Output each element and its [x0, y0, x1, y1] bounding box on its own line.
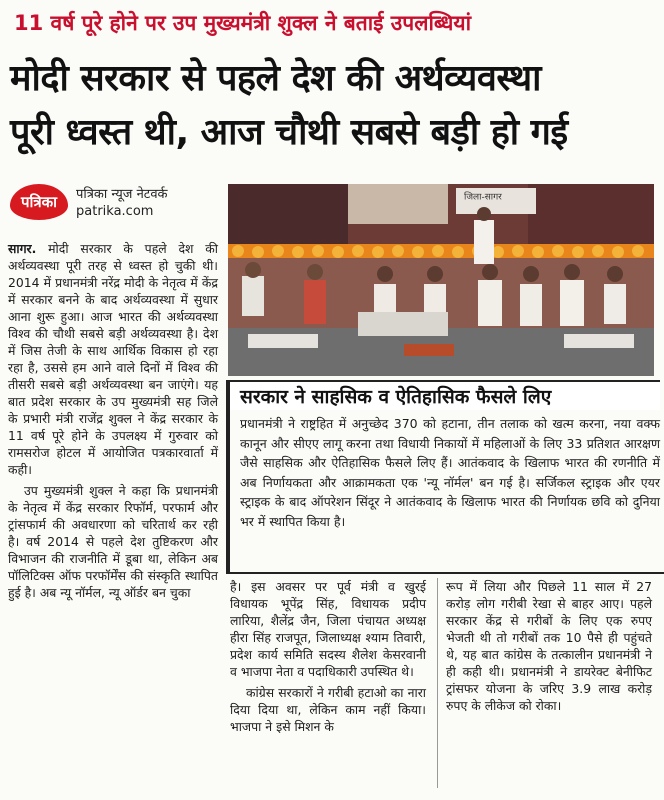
highlight-box-heading: सरकार ने साहसिक व ऐतिहासिक फैसले लिए — [240, 386, 552, 408]
byline — [10, 184, 222, 234]
column-divider — [437, 578, 438, 788]
column-1-paragraph-1 — [8, 240, 218, 478]
headline-line-1: मोदी सरकार से पहले देश की अर्थव्यवस्था — [10, 58, 541, 99]
headline-line-2: पूरी ध्वस्त थी, आज चौथी सबसे बड़ी हो गई — [10, 112, 568, 153]
banner-text: जिला-सागर — [464, 192, 502, 203]
press-conference-photo-art — [228, 184, 654, 376]
byline-network: पत्रिका न्यूज नेटवर्क — [76, 187, 168, 202]
kicker-headline: 11 वर्ष पूरे होने पर उप मुख्यमंत्री शुक्ल ने बताई उपलब्धियां — [14, 11, 472, 35]
column-1-paragraph-2: उप मुख्यमंत्री शुक्ल ने कहा कि प्रधानमंत्री के नेतृत्व में केंद्र सरकार रिफॉर्म, परफार्म और ट्रांसफार्म की अवधारणा को चरितार्थ कर रही है। वर्ष 2014 से पहले देश तुष्टिकरण और विभाजन की राजनीति में डूबा था, लेकिन अब पॉलिटिक्स ऑफ परफॉर्मेंस की संस्कृति स्थापित हुई है। अब न्यू नॉर्मल, न्यू ऑर्डर बन चुका — [8, 483, 218, 600]
article-column-3 — [446, 578, 652, 718]
column-2-paragraph-2: कांग्रेस सरकारों ने गरीबी हटाओ का नारा दिया दिया था, लेकिन काम नहीं किया। भाजपा ने इसे मिशन के — [230, 685, 426, 734]
article-column-2 — [230, 578, 426, 739]
article-column-1 — [8, 240, 218, 605]
byline-url: patrika.com — [76, 204, 154, 219]
main-headline — [10, 52, 658, 160]
column-2-paragraph-1: है। इस अवसर पर पूर्व मंत्री व खुरई विधायक भूपेंद्र सिंह, विधायक प्रदीप लारिया, शैलेंद्र जैन, जिला पंचायत अध्यक्ष हीरा सिंह राजपूत, जिलाध्यक्ष श्याम तिवारी, प्रदेश कार्य समिति सदस्य शैलेश केसरवानी व भाजपा नेता व पदाधिकारी उपस्थित थे। — [230, 579, 426, 679]
patrika-logo: पत्रिका — [10, 184, 68, 220]
highlight-box-text: प्रधानमंत्री ने राष्ट्रहित में अनुच्छेद 370 को हटाना, तीन तलाक को खत्म करना, नया वक्फ कानून और सीएए लागू करना तथा विधायी निकायों में महिलाओं के लिए 33 प्रतिशत आरक्षण जैसे साहसिक और ऐतिहासिक फैसले लिए हैं। आतंकवाद के खिलाफ भारत की रणनीति में अब निर्णायकता और आक्रामकता एक 'न्यू नॉर्मल' बन गई है। सर्जिकल स्ट्राइक और एयर स्ट्राइक के बाद ऑपरेशन सिंदूर ने आतंकवाद के खिलाफ भारत की निर्णायक छवि को दुनिया भर में स्थापित किया है। — [240, 416, 660, 529]
highlight-box — [226, 410, 664, 574]
press-conference-photo — [228, 184, 654, 376]
dateline: सागर. — [8, 241, 37, 256]
column-1-paragraph-1-text: मोदी सरकार के पहले देश की अर्थव्यवस्था पूरी तरह से ध्वस्त हो चुकी थी। 2014 में प्रधानमंत्री नरेंद्र मोदी के नेतृत्व में केंद्र में सरकार बनने के बाद अर्थव्यवस्था में सुधार आना शुरू हुआ। आज भारत की अर्थव्यवस्था विश्व की चौथी सबसे बड़ी अर्थव्यवस्था है। देश में जिस तेजी के साथ आर्थिक विकास हो रहा रहा है, उससे हम आने वाले दिनों में विश्व की तीसरी सबसे बड़ी अर्थव्यवस्था बन जाएंगे। यह बात प्रदेश सरकार के उप मुख्यमंत्री सह जिले के प्रभारी मंत्री राजेंद्र शुक्ल ने केंद्र सरकार के 11 वर्ष पूरे होने के उपलक्ष्य में गुरुवार को रामसरोज होटल में आयोजित पत्रकारवार्ता में कही। — [8, 241, 218, 477]
highlight-box-header — [226, 380, 660, 412]
column-3-paragraph-1: रूप में लिया और पिछले 11 साल में 27 करोड़ लोग गरीबी रेखा से बाहर आए। पहले सरकार केंद्र से गरीबों के लिए एक रुपए भेजती थी तो गरीबों तक 10 पैसे ही पहुंचते थे, यह बात कांग्रेस के तत्कालीन प्रधानमंत्री ने ही कही थी। प्रधानमंत्री ने डायरेक्ट बेनीफिट ट्रांसफर योजना के जरिए 3.9 लाख करोड़ रुपए के लीकेज को रोका। — [446, 579, 652, 713]
